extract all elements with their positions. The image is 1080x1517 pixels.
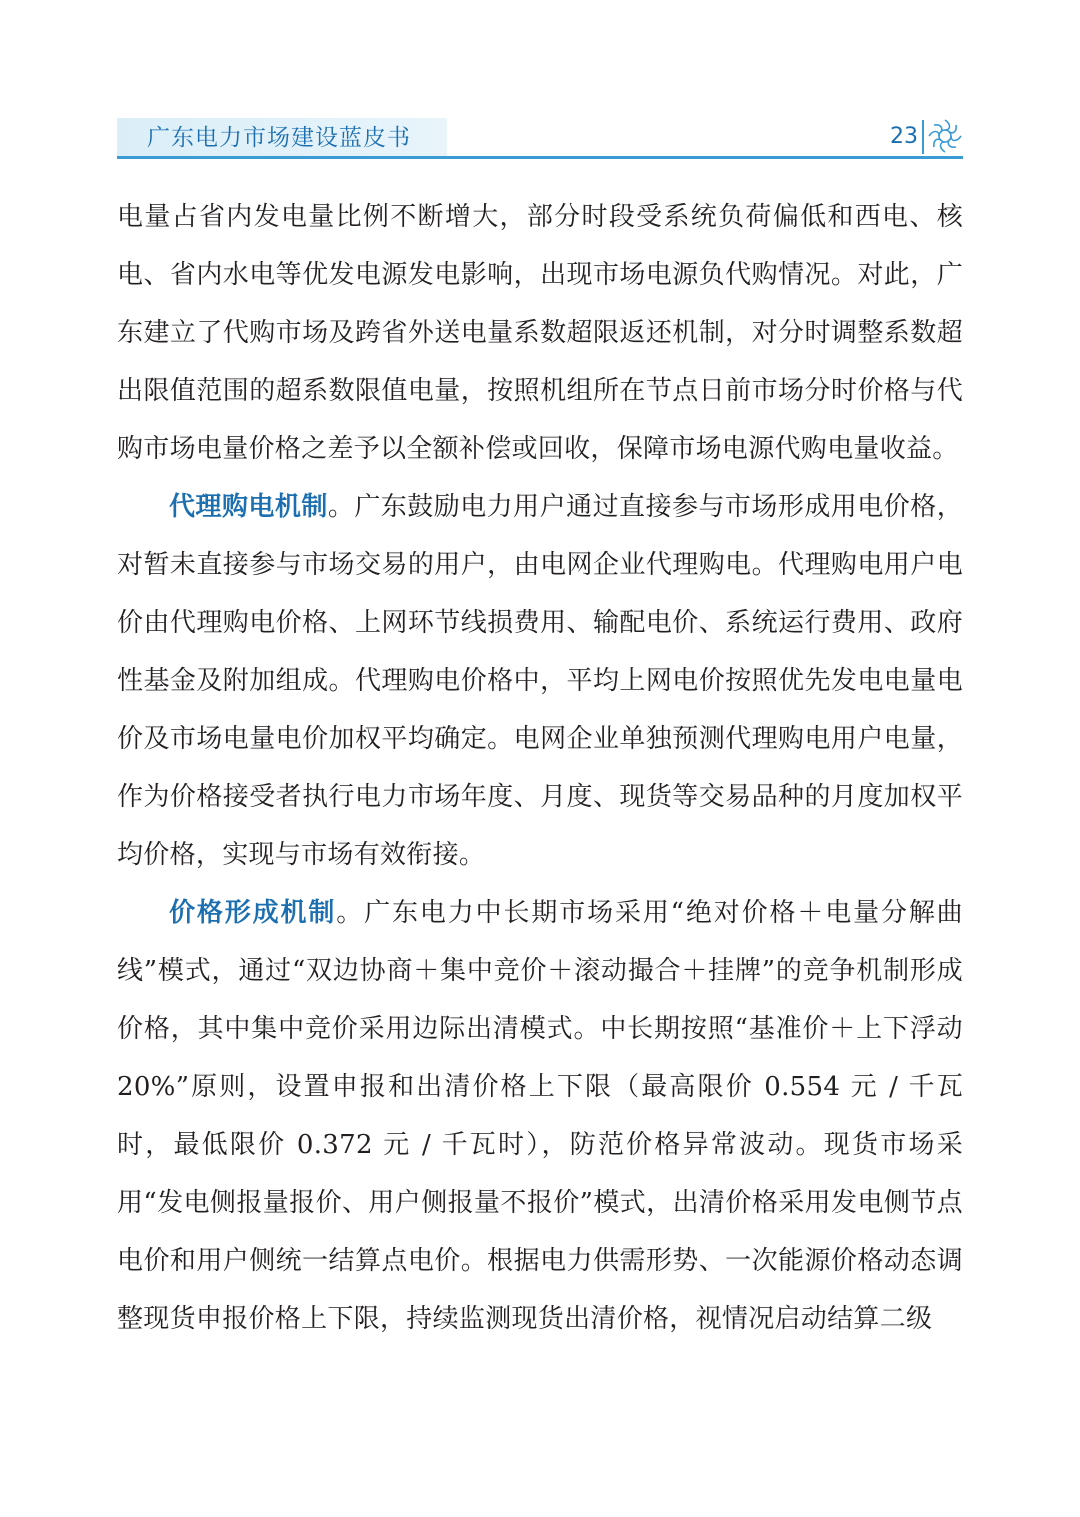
body-text xyxy=(117,188,963,1348)
pinwheel-logo-icon xyxy=(927,118,963,154)
paragraph-3-text: 。广东电力中长期市场采用“绝对价格＋电量分解曲线”模式，通过“双边协商＋集中竞价＋滚动撮合＋挂牌”的竞争机制形成价格，其中集中竞价采用边际出清模式。中长期按照“基准价＋上下浮动 20%”原则，设置申报和出清价格上下限（最高限价 0.554 元 / 千瓦时，最低限价 0.372 元 / 千瓦时），防范价格异常波动。现货市场采用“发电侧报量报价、用户侧报量不报价”模式，出清价格采用发电侧节点电价和用户侧统一结算点电价。根据电力供需形势、一次能源价格动态调整现货申报价格上下限，持续监测现货出清价格，视情况启动结算二级 xyxy=(117,898,963,1334)
paragraph-1 xyxy=(117,188,963,478)
header-rule xyxy=(117,156,963,159)
paragraph-2-text: 。广东鼓励电力用户通过直接参与市场形成用电价格，对暂未直接参与市场交易的用户，由电网企业代理购电。代理购电用户电价由代理购电价格、上网环节线损费用、输配电价、系统运行费用、政府性基金及附加组成。代理购电价格中，平均上网电价按照优先发电电量电价及市场电量电价加权平均确定。电网企业单独预测代理购电用户电量，作为价格接受者执行电力市场年度、月度、现货等交易品种的月度加权平均价格，实现与市场有效衔接。 xyxy=(117,492,963,870)
book-title: 广东电力市场建设蓝皮书 xyxy=(147,125,411,151)
paragraph-3 xyxy=(117,884,963,1348)
term-agency-purchase: 代理购电机制 xyxy=(169,492,328,522)
page-header xyxy=(117,118,963,160)
paragraph-1-text: 电量占省内发电量比例不断增大，部分时段受系统负荷偏低和西电、核电、省内水电等优发电源发电影响，出现市场电源负代购情况。对此，广东建立了代购市场及跨省外送电量系数超限返还机制，对分时调整系数超出限值范围的超系数限值电量，按照机组所在节点日前市场分时价格与代购市场电量价格之差予以全额补偿或回收，保障市场电源代购电量收益。 xyxy=(117,202,963,464)
paragraph-2 xyxy=(117,478,963,884)
header-divider xyxy=(922,120,924,154)
term-price-formation: 价格形成机制 xyxy=(169,898,337,928)
page-number: 23 xyxy=(890,124,918,149)
